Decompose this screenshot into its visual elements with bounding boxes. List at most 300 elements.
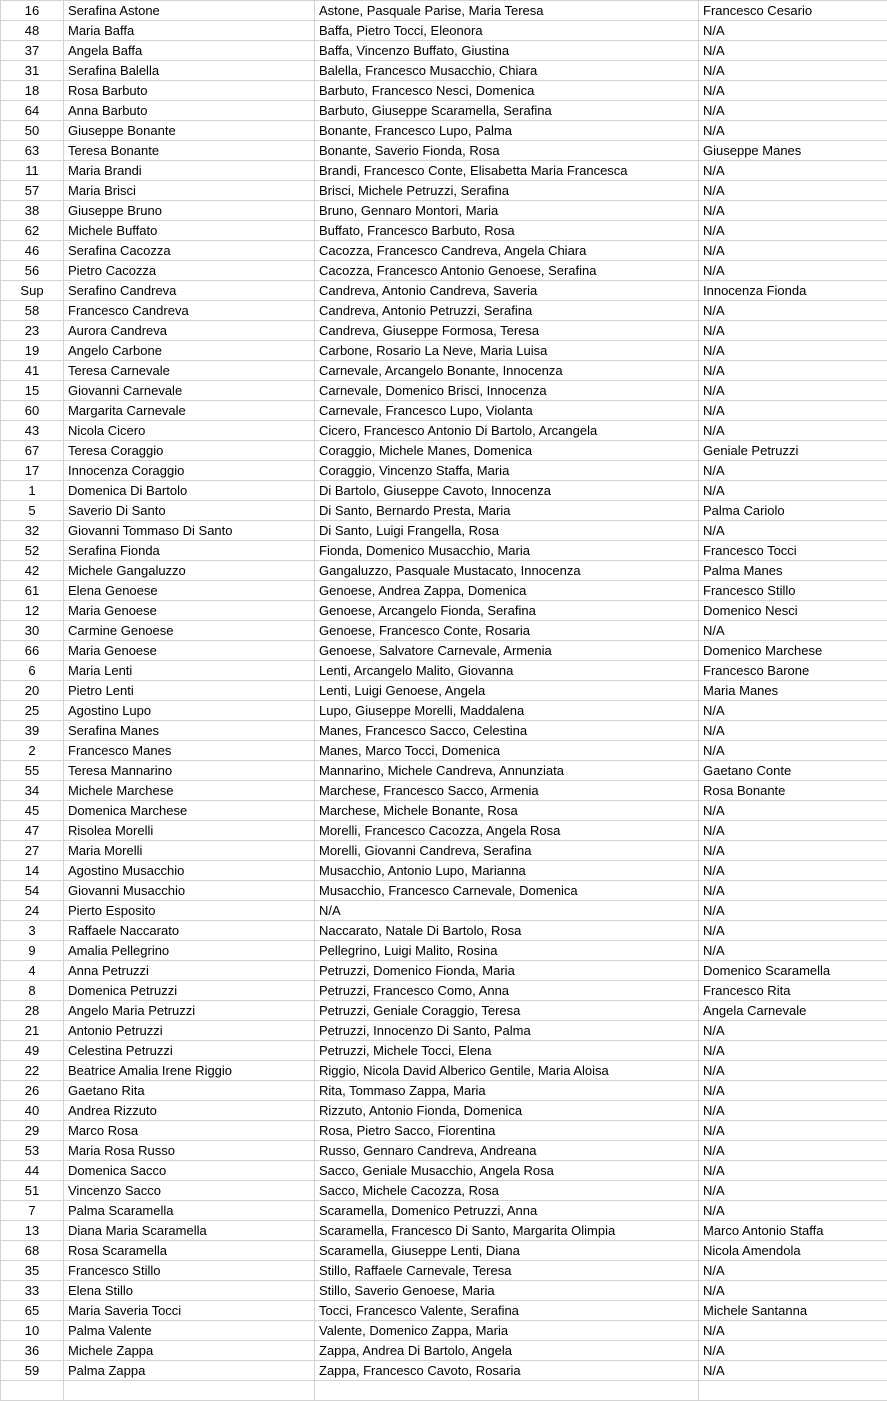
parents-cell[interactable]: Baffa, Pietro Tocci, Eleonora [315, 21, 699, 41]
spouse-cell[interactable]: Francesco Tocci [699, 541, 887, 561]
number-cell[interactable]: 51 [1, 1181, 64, 1201]
parents-cell[interactable]: Petruzzi, Domenico Fionda, Maria [315, 961, 699, 981]
parents-cell[interactable]: Petruzzi, Michele Tocci, Elena [315, 1041, 699, 1061]
parents-cell[interactable]: Di Santo, Bernardo Presta, Maria [315, 501, 699, 521]
number-cell[interactable]: 12 [1, 601, 64, 621]
spouse-cell[interactable]: N/A [699, 201, 887, 221]
spouse-cell[interactable]: N/A [699, 1101, 887, 1121]
name-cell[interactable]: Aurora Candreva [64, 321, 315, 341]
spouse-cell[interactable]: Palma Cariolo [699, 501, 887, 521]
spouse-cell[interactable]: Geniale Petruzzi [699, 441, 887, 461]
parents-cell[interactable]: Buffato, Francesco Barbuto, Rosa [315, 221, 699, 241]
spouse-cell[interactable]: Francesco Barone [699, 661, 887, 681]
name-cell[interactable]: Domenica Sacco [64, 1161, 315, 1181]
spouse-cell[interactable]: N/A [699, 1361, 887, 1381]
table-row [1, 1241, 887, 1261]
table-row [1, 1201, 887, 1221]
number-cell[interactable]: 60 [1, 401, 64, 421]
spouse-cell[interactable]: N/A [699, 1081, 887, 1101]
number-cell[interactable]: 27 [1, 841, 64, 861]
number-cell[interactable]: 49 [1, 1041, 64, 1061]
name-cell[interactable]: Saverio Di Santo [64, 501, 315, 521]
spouse-cell[interactable]: Francesco Cesario [699, 1, 887, 21]
spouse-cell[interactable]: Domenico Nesci [699, 601, 887, 621]
spouse-cell[interactable]: Palma Manes [699, 561, 887, 581]
name-cell[interactable]: Beatrice Amalia Irene Riggio [64, 1061, 315, 1081]
number-cell[interactable]: 14 [1, 861, 64, 881]
number-cell[interactable]: 31 [1, 61, 64, 81]
parents-cell[interactable]: Riggio, Nicola David Alberico Gentile, Maria Aloisa [315, 1061, 699, 1081]
spouse-cell[interactable]: N/A [699, 1021, 887, 1041]
name-cell[interactable]: Gaetano Rita [64, 1081, 315, 1101]
parents-cell[interactable]: Sacco, Michele Cacozza, Rosa [315, 1181, 699, 1201]
table-row [1, 1041, 887, 1061]
spouse-cell[interactable]: N/A [699, 521, 887, 541]
name-cell[interactable]: Francesco Candreva [64, 301, 315, 321]
parents-cell[interactable]: Candreva, Giuseppe Formosa, Teresa [315, 321, 699, 341]
parents-cell[interactable]: Scaramella, Francesco Di Santo, Margarita Olimpia [315, 1221, 699, 1241]
name-cell[interactable]: Francesco Stillo [64, 1261, 315, 1281]
name-cell[interactable]: Domenica Marchese [64, 801, 315, 821]
parents-cell[interactable]: Marchese, Michele Bonante, Rosa [315, 801, 699, 821]
number-cell[interactable]: 26 [1, 1081, 64, 1101]
number-cell[interactable]: 64 [1, 101, 64, 121]
number-cell[interactable]: 29 [1, 1121, 64, 1141]
parents-cell[interactable]: Barbuto, Francesco Nesci, Domenica [315, 81, 699, 101]
name-cell[interactable]: Palma Valente [64, 1321, 315, 1341]
name-cell[interactable]: Serafina Cacozza [64, 241, 315, 261]
number-cell[interactable]: 21 [1, 1021, 64, 1041]
parents-cell[interactable]: Musacchio, Francesco Carnevale, Domenica [315, 881, 699, 901]
number-cell[interactable]: 38 [1, 201, 64, 221]
number-cell[interactable]: 53 [1, 1141, 64, 1161]
name-cell[interactable]: Serafino Candreva [64, 281, 315, 301]
number-cell[interactable]: 5 [1, 501, 64, 521]
name-cell[interactable]: Michele Buffato [64, 221, 315, 241]
name-cell[interactable]: Celestina Petruzzi [64, 1041, 315, 1061]
name-cell[interactable]: Maria Brisci [64, 181, 315, 201]
parents-cell[interactable]: Carnevale, Arcangelo Bonante, Innocenza [315, 361, 699, 381]
spouse-cell[interactable]: N/A [699, 901, 887, 921]
number-cell[interactable]: 3 [1, 921, 64, 941]
number-cell[interactable]: 16 [1, 1, 64, 21]
parents-cell[interactable]: Carbone, Rosario La Neve, Maria Luisa [315, 341, 699, 361]
table-row [1, 621, 887, 641]
parents-cell[interactable]: Scaramella, Giuseppe Lenti, Diana [315, 1241, 699, 1261]
parents-cell[interactable]: Genoese, Salvatore Carnevale, Armenia [315, 641, 699, 661]
parents-cell[interactable]: Cicero, Francesco Antonio Di Bartolo, Arcangela [315, 421, 699, 441]
spouse-cell[interactable]: N/A [699, 21, 887, 41]
spouse-cell[interactable]: N/A [699, 221, 887, 241]
parents-cell[interactable]: Di Santo, Luigi Frangella, Rosa [315, 521, 699, 541]
name-cell[interactable]: Francesco Manes [64, 741, 315, 761]
number-cell[interactable]: 10 [1, 1321, 64, 1341]
number-cell[interactable]: 19 [1, 341, 64, 361]
number-cell[interactable]: 36 [1, 1341, 64, 1361]
table-row [1, 861, 887, 881]
number-cell[interactable]: 7 [1, 1201, 64, 1221]
table-row [1, 1381, 887, 1401]
spouse-cell[interactable]: N/A [699, 1341, 887, 1361]
name-cell[interactable]: Anna Petruzzi [64, 961, 315, 981]
name-cell[interactable] [64, 1381, 315, 1401]
number-cell[interactable]: Sup [1, 281, 64, 301]
spouse-cell[interactable]: Michele Santanna [699, 1301, 887, 1321]
spouse-cell[interactable]: Giuseppe Manes [699, 141, 887, 161]
spouse-cell[interactable]: N/A [699, 481, 887, 501]
spouse-cell[interactable]: N/A [699, 81, 887, 101]
parents-cell[interactable]: Musacchio, Antonio Lupo, Marianna [315, 861, 699, 881]
spouse-cell[interactable]: N/A [699, 321, 887, 341]
table-row [1, 521, 887, 541]
spouse-cell[interactable]: Nicola Amendola [699, 1241, 887, 1261]
parents-cell[interactable]: Mannarino, Michele Candreva, Annunziata [315, 761, 699, 781]
parents-cell[interactable]: Cacozza, Francesco Antonio Genoese, Serafina [315, 261, 699, 281]
parents-cell[interactable]: Rizzuto, Antonio Fionda, Domenica [315, 1101, 699, 1121]
name-cell[interactable]: Maria Genoese [64, 641, 315, 661]
spouse-cell[interactable]: Gaetano Conte [699, 761, 887, 781]
name-cell[interactable]: Domenica Petruzzi [64, 981, 315, 1001]
parents-cell[interactable]: Fionda, Domenico Musacchio, Maria [315, 541, 699, 561]
parents-cell[interactable]: Di Bartolo, Giuseppe Cavoto, Innocenza [315, 481, 699, 501]
table-row [1, 181, 887, 201]
parents-cell[interactable]: Zappa, Andrea Di Bartolo, Angela [315, 1341, 699, 1361]
table-row [1, 961, 887, 981]
number-cell[interactable]: 55 [1, 761, 64, 781]
spouse-cell[interactable]: N/A [699, 401, 887, 421]
number-cell[interactable]: 37 [1, 41, 64, 61]
name-cell[interactable]: Maria Saveria Tocci [64, 1301, 315, 1321]
parents-cell[interactable]: Genoese, Andrea Zappa, Domenica [315, 581, 699, 601]
number-cell[interactable]: 65 [1, 1301, 64, 1321]
spouse-cell[interactable]: N/A [699, 741, 887, 761]
number-cell[interactable]: 50 [1, 121, 64, 141]
parents-cell[interactable]: Bonante, Saverio Fionda, Rosa [315, 141, 699, 161]
spouse-cell[interactable]: Francesco Stillo [699, 581, 887, 601]
number-cell[interactable]: 52 [1, 541, 64, 561]
spouse-cell[interactable]: Domenico Scaramella [699, 961, 887, 981]
spouse-cell[interactable]: N/A [699, 801, 887, 821]
name-cell[interactable]: Pierto Esposito [64, 901, 315, 921]
name-cell[interactable]: Maria Baffa [64, 21, 315, 41]
parents-cell[interactable]: Russo, Gennaro Candreva, Andreana [315, 1141, 699, 1161]
name-cell[interactable]: Serafina Balella [64, 61, 315, 81]
spouse-cell[interactable]: N/A [699, 701, 887, 721]
parents-cell[interactable]: Carnevale, Francesco Lupo, Violanta [315, 401, 699, 421]
parents-cell[interactable]: Baffa, Vincenzo Buffato, Giustina [315, 41, 699, 61]
number-cell[interactable]: 33 [1, 1281, 64, 1301]
name-cell[interactable]: Giuseppe Bruno [64, 201, 315, 221]
spouse-cell[interactable]: N/A [699, 1141, 887, 1161]
parents-cell[interactable]: Petruzzi, Innocenzo Di Santo, Palma [315, 1021, 699, 1041]
number-cell[interactable]: 9 [1, 941, 64, 961]
spouse-cell[interactable]: N/A [699, 821, 887, 841]
parents-cell[interactable]: Sacco, Geniale Musacchio, Angela Rosa [315, 1161, 699, 1181]
spouse-cell[interactable]: N/A [699, 861, 887, 881]
table-row [1, 981, 887, 1001]
spouse-cell[interactable]: N/A [699, 881, 887, 901]
parents-cell[interactable]: Cacozza, Francesco Candreva, Angela Chiara [315, 241, 699, 261]
parents-cell[interactable]: Brandi, Francesco Conte, Elisabetta Maria Francesca [315, 161, 699, 181]
name-cell[interactable]: Maria Brandi [64, 161, 315, 181]
name-cell[interactable]: Raffaele Naccarato [64, 921, 315, 941]
number-cell[interactable]: 46 [1, 241, 64, 261]
spouse-cell[interactable]: Innocenza Fionda [699, 281, 887, 301]
spouse-cell[interactable]: Maria Manes [699, 681, 887, 701]
table-row [1, 561, 887, 581]
parents-cell[interactable]: Gangaluzzo, Pasquale Mustacato, Innocenza [315, 561, 699, 581]
number-cell[interactable]: 43 [1, 421, 64, 441]
parents-cell[interactable]: Brisci, Michele Petruzzi, Serafina [315, 181, 699, 201]
number-cell[interactable]: 4 [1, 961, 64, 981]
parents-cell[interactable]: Stillo, Raffaele Carnevale, Teresa [315, 1261, 699, 1281]
parents-cell[interactable]: Stillo, Saverio Genoese, Maria [315, 1281, 699, 1301]
name-cell[interactable]: Teresa Carnevale [64, 361, 315, 381]
name-cell[interactable]: Angelo Maria Petruzzi [64, 1001, 315, 1021]
parents-cell[interactable]: Lenti, Arcangelo Malito, Giovanna [315, 661, 699, 681]
spouse-cell[interactable]: N/A [699, 261, 887, 281]
number-cell[interactable]: 62 [1, 221, 64, 241]
number-cell[interactable]: 25 [1, 701, 64, 721]
spouse-cell[interactable]: N/A [699, 1061, 887, 1081]
name-cell[interactable]: Maria Genoese [64, 601, 315, 621]
spouse-cell[interactable]: N/A [699, 1181, 887, 1201]
spouse-cell[interactable]: N/A [699, 941, 887, 961]
name-cell[interactable]: Rosa Scaramella [64, 1241, 315, 1261]
name-cell[interactable]: Giovanni Carnevale [64, 381, 315, 401]
spouse-cell[interactable]: Rosa Bonante [699, 781, 887, 801]
number-cell[interactable]: 15 [1, 381, 64, 401]
table-row [1, 941, 887, 961]
number-cell[interactable]: 68 [1, 1241, 64, 1261]
name-cell[interactable]: Diana Maria Scaramella [64, 1221, 315, 1241]
spouse-cell[interactable]: N/A [699, 921, 887, 941]
parents-cell[interactable]: Morelli, Francesco Cacozza, Angela Rosa [315, 821, 699, 841]
number-cell[interactable]: 58 [1, 301, 64, 321]
number-cell[interactable]: 24 [1, 901, 64, 921]
spouse-cell[interactable]: N/A [699, 41, 887, 61]
name-cell[interactable]: Amalia Pellegrino [64, 941, 315, 961]
number-cell[interactable]: 56 [1, 261, 64, 281]
number-cell[interactable]: 39 [1, 721, 64, 741]
number-cell[interactable]: 6 [1, 661, 64, 681]
name-cell[interactable]: Antonio Petruzzi [64, 1021, 315, 1041]
number-cell[interactable] [1, 1381, 64, 1401]
number-cell[interactable]: 54 [1, 881, 64, 901]
name-cell[interactable]: Palma Scaramella [64, 1201, 315, 1221]
name-cell[interactable]: Maria Rosa Russo [64, 1141, 315, 1161]
table-row [1, 701, 887, 721]
number-cell[interactable]: 63 [1, 141, 64, 161]
name-cell[interactable]: Domenica Di Bartolo [64, 481, 315, 501]
parents-cell[interactable]: Coraggio, Vincenzo Staffa, Maria [315, 461, 699, 481]
spouse-cell[interactable]: N/A [699, 421, 887, 441]
name-cell[interactable]: Margarita Carnevale [64, 401, 315, 421]
name-cell[interactable]: Palma Zappa [64, 1361, 315, 1381]
spouse-cell[interactable]: N/A [699, 241, 887, 261]
number-cell[interactable]: 40 [1, 1101, 64, 1121]
name-cell[interactable]: Teresa Bonante [64, 141, 315, 161]
name-cell[interactable]: Giovanni Musacchio [64, 881, 315, 901]
parents-cell[interactable]: Rita, Tommaso Zappa, Maria [315, 1081, 699, 1101]
name-cell[interactable]: Nicola Cicero [64, 421, 315, 441]
number-cell[interactable]: 20 [1, 681, 64, 701]
spouse-cell[interactable]: N/A [699, 1321, 887, 1341]
number-cell[interactable]: 11 [1, 161, 64, 181]
number-cell[interactable]: 42 [1, 561, 64, 581]
name-cell[interactable]: Risolea Morelli [64, 821, 315, 841]
table-row [1, 461, 887, 481]
name-cell[interactable]: Angela Baffa [64, 41, 315, 61]
parents-cell[interactable]: Lupo, Giuseppe Morelli, Maddalena [315, 701, 699, 721]
parents-cell[interactable]: Barbuto, Giuseppe Scaramella, Serafina [315, 101, 699, 121]
number-cell[interactable]: 48 [1, 21, 64, 41]
parents-cell[interactable]: Coraggio, Michele Manes, Domenica [315, 441, 699, 461]
parents-cell[interactable]: Petruzzi, Geniale Coraggio, Teresa [315, 1001, 699, 1021]
number-cell[interactable]: 1 [1, 481, 64, 501]
name-cell[interactable]: Pietro Lenti [64, 681, 315, 701]
name-cell[interactable]: Giuseppe Bonante [64, 121, 315, 141]
parents-cell[interactable]: Manes, Francesco Sacco, Celestina [315, 721, 699, 741]
parents-cell[interactable]: Candreva, Antonio Candreva, Saveria [315, 281, 699, 301]
name-cell[interactable]: Angelo Carbone [64, 341, 315, 361]
number-cell[interactable]: 34 [1, 781, 64, 801]
name-cell[interactable]: Serafina Astone [64, 1, 315, 21]
spouse-cell[interactable]: N/A [699, 1041, 887, 1061]
number-cell[interactable]: 45 [1, 801, 64, 821]
table-row [1, 901, 887, 921]
parents-cell[interactable]: Genoese, Arcangelo Fionda, Serafina [315, 601, 699, 621]
parents-cell[interactable]: Astone, Pasquale Parise, Maria Teresa [315, 1, 699, 21]
spouse-cell[interactable]: Marco Antonio Staffa [699, 1221, 887, 1241]
name-cell[interactable]: Serafina Manes [64, 721, 315, 741]
spouse-cell[interactable]: N/A [699, 121, 887, 141]
name-cell[interactable]: Elena Stillo [64, 1281, 315, 1301]
parents-cell[interactable]: Morelli, Giovanni Candreva, Serafina [315, 841, 699, 861]
name-cell[interactable]: Maria Lenti [64, 661, 315, 681]
spouse-cell[interactable]: N/A [699, 161, 887, 181]
spouse-cell[interactable]: N/A [699, 61, 887, 81]
table-row [1, 1281, 887, 1301]
parents-cell[interactable]: Balella, Francesco Musacchio, Chiara [315, 61, 699, 81]
parents-cell[interactable]: Petruzzi, Francesco Como, Anna [315, 981, 699, 1001]
parents-cell[interactable]: Genoese, Francesco Conte, Rosaria [315, 621, 699, 641]
parents-cell[interactable] [315, 1381, 699, 1401]
number-cell[interactable]: 66 [1, 641, 64, 661]
spouse-cell[interactable]: N/A [699, 341, 887, 361]
table-row [1, 441, 887, 461]
parents-cell[interactable]: Valente, Domenico Zappa, Maria [315, 1321, 699, 1341]
number-cell[interactable]: 28 [1, 1001, 64, 1021]
spouse-cell[interactable]: N/A [699, 1261, 887, 1281]
number-cell[interactable]: 30 [1, 621, 64, 641]
parents-cell[interactable]: Bruno, Gennaro Montori, Maria [315, 201, 699, 221]
table-row [1, 641, 887, 661]
spouse-cell[interactable]: Angela Carnevale [699, 1001, 887, 1021]
number-cell[interactable]: 13 [1, 1221, 64, 1241]
parents-cell[interactable]: Bonante, Francesco Lupo, Palma [315, 121, 699, 141]
name-cell[interactable]: Agostino Lupo [64, 701, 315, 721]
spouse-cell[interactable]: N/A [699, 361, 887, 381]
name-cell[interactable]: Vincenzo Sacco [64, 1181, 315, 1201]
number-cell[interactable]: 57 [1, 181, 64, 201]
name-cell[interactable]: Teresa Mannarino [64, 761, 315, 781]
spouse-cell[interactable]: N/A [699, 301, 887, 321]
spouse-cell[interactable]: N/A [699, 841, 887, 861]
table-row [1, 1081, 887, 1101]
spouse-cell[interactable]: N/A [699, 1201, 887, 1221]
name-cell[interactable]: Marco Rosa [64, 1121, 315, 1141]
spouse-cell[interactable]: N/A [699, 101, 887, 121]
number-cell[interactable]: 47 [1, 821, 64, 841]
parents-cell[interactable]: Rosa, Pietro Sacco, Fiorentina [315, 1121, 699, 1141]
parents-cell[interactable]: Candreva, Antonio Petruzzi, Serafina [315, 301, 699, 321]
name-cell[interactable]: Rosa Barbuto [64, 81, 315, 101]
number-cell[interactable]: 32 [1, 521, 64, 541]
parents-cell[interactable]: Manes, Marco Tocci, Domenica [315, 741, 699, 761]
parents-cell[interactable]: Lenti, Luigi Genoese, Angela [315, 681, 699, 701]
number-cell[interactable]: 22 [1, 1061, 64, 1081]
name-cell[interactable]: Innocenza Coraggio [64, 461, 315, 481]
name-cell[interactable]: Elena Genoese [64, 581, 315, 601]
parents-cell[interactable]: Zappa, Francesco Cavoto, Rosaria [315, 1361, 699, 1381]
number-cell[interactable]: 67 [1, 441, 64, 461]
name-cell[interactable]: Michele Marchese [64, 781, 315, 801]
number-cell[interactable]: 41 [1, 361, 64, 381]
parents-cell[interactable]: Scaramella, Domenico Petruzzi, Anna [315, 1201, 699, 1221]
spouse-cell[interactable]: N/A [699, 1161, 887, 1181]
name-cell[interactable]: Serafina Fionda [64, 541, 315, 561]
number-cell[interactable]: 35 [1, 1261, 64, 1281]
name-cell[interactable]: Andrea Rizzuto [64, 1101, 315, 1121]
parents-cell[interactable]: Pellegrino, Luigi Malito, Rosina [315, 941, 699, 961]
spouse-cell[interactable]: N/A [699, 181, 887, 201]
spouse-cell[interactable] [699, 1381, 887, 1401]
name-cell[interactable]: Agostino Musacchio [64, 861, 315, 881]
spouse-cell[interactable]: N/A [699, 1121, 887, 1141]
spouse-cell[interactable]: N/A [699, 721, 887, 741]
name-cell[interactable]: Teresa Coraggio [64, 441, 315, 461]
spouse-cell[interactable]: N/A [699, 621, 887, 641]
spouse-cell[interactable]: N/A [699, 381, 887, 401]
parents-cell[interactable]: Tocci, Francesco Valente, Serafina [315, 1301, 699, 1321]
number-cell[interactable]: 2 [1, 741, 64, 761]
spouse-cell[interactable]: Francesco Rita [699, 981, 887, 1001]
number-cell[interactable]: 8 [1, 981, 64, 1001]
number-cell[interactable]: 18 [1, 81, 64, 101]
parents-cell[interactable]: Marchese, Francesco Sacco, Armenia [315, 781, 699, 801]
name-cell[interactable]: Maria Morelli [64, 841, 315, 861]
name-cell[interactable]: Anna Barbuto [64, 101, 315, 121]
number-cell[interactable]: 17 [1, 461, 64, 481]
name-cell[interactable]: Michele Zappa [64, 1341, 315, 1361]
spouse-cell[interactable]: N/A [699, 461, 887, 481]
name-cell[interactable]: Michele Gangaluzzo [64, 561, 315, 581]
number-cell[interactable]: 59 [1, 1361, 64, 1381]
name-cell[interactable]: Pietro Cacozza [64, 261, 315, 281]
number-cell[interactable]: 44 [1, 1161, 64, 1181]
number-cell[interactable]: 23 [1, 321, 64, 341]
parents-cell[interactable]: N/A [315, 901, 699, 921]
parents-cell[interactable]: Carnevale, Domenico Brisci, Innocenza [315, 381, 699, 401]
number-cell[interactable]: 61 [1, 581, 64, 601]
name-cell[interactable]: Carmine Genoese [64, 621, 315, 641]
name-cell[interactable]: Giovanni Tommaso Di Santo [64, 521, 315, 541]
table-row [1, 21, 887, 41]
spouse-cell[interactable]: N/A [699, 1281, 887, 1301]
spouse-cell[interactable]: Domenico Marchese [699, 641, 887, 661]
parents-cell[interactable]: Naccarato, Natale Di Bartolo, Rosa [315, 921, 699, 941]
